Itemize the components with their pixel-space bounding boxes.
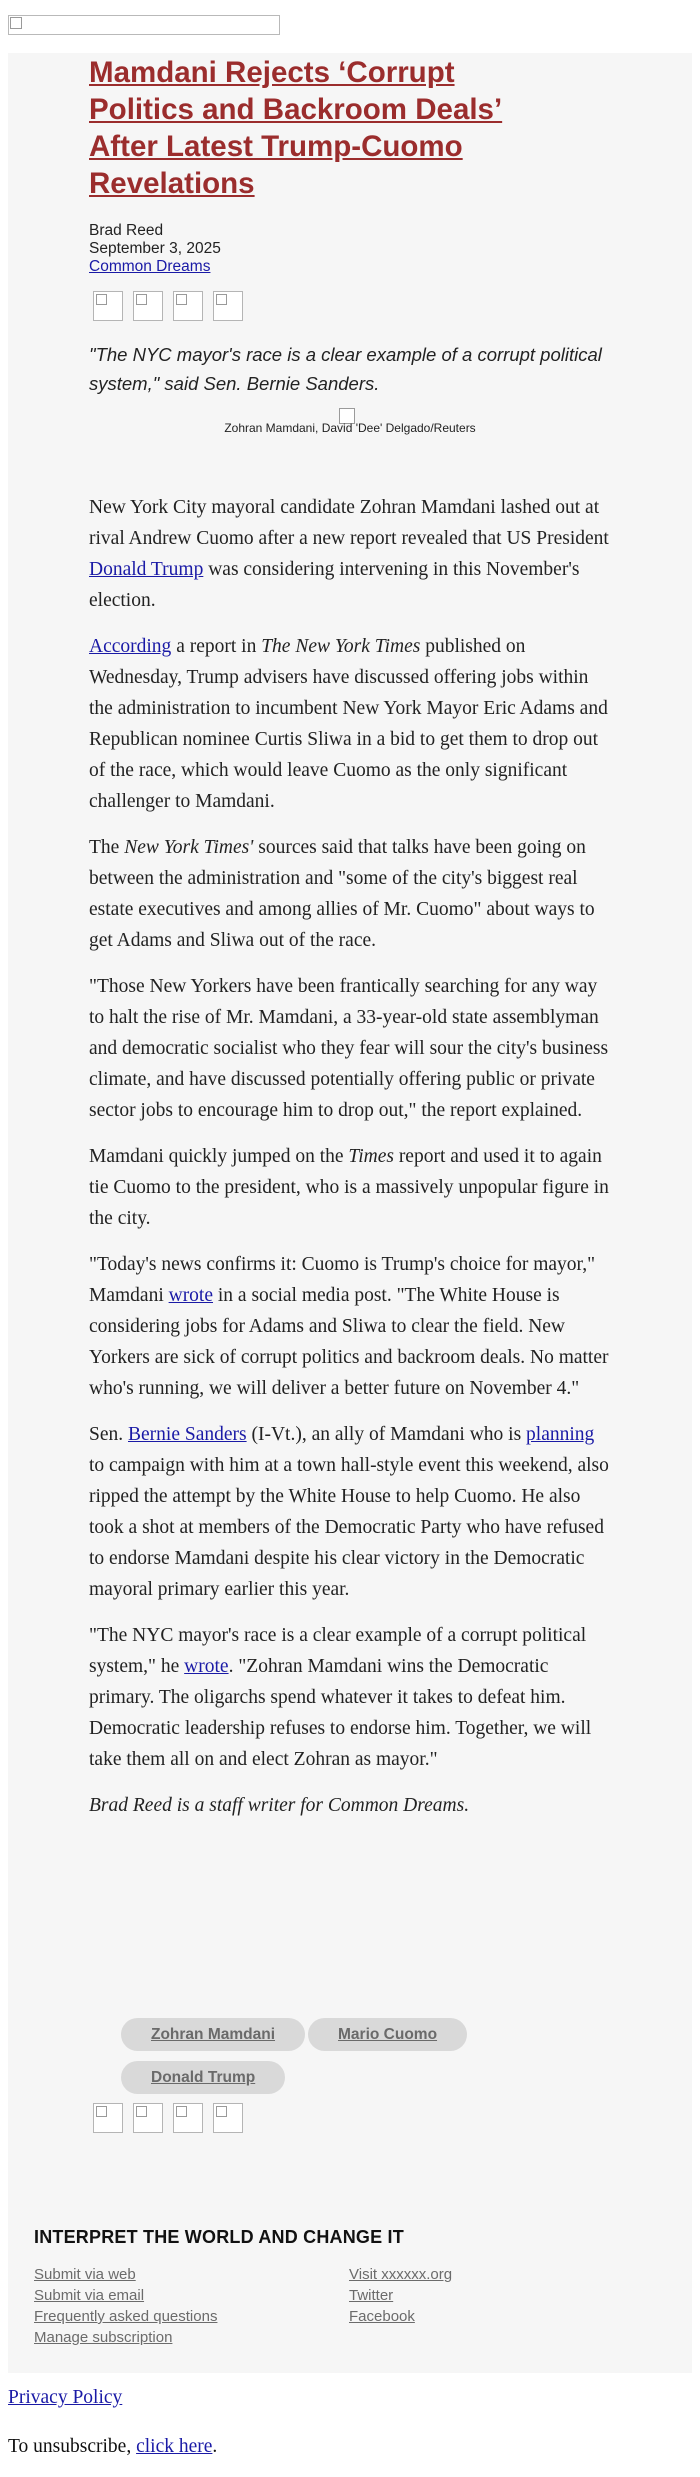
link-according[interactable]: According [89, 636, 172, 657]
footer-link-facebook[interactable]: Facebook [349, 2308, 415, 2325]
article-body [89, 492, 609, 1836]
unsubscribe-line: To unsubscribe, click here. [8, 2436, 218, 2457]
link-bernie-sanders[interactable]: Bernie Sanders [128, 1424, 247, 1445]
tag-donald-trump[interactable]: Donald Trump [121, 2061, 285, 2094]
share-icon[interactable] [93, 291, 123, 321]
share-icons-top [93, 291, 243, 321]
paragraph: "Today's news confirms it: Cuomo is Trump's choice for mayor," Mamdani wrote in a social media post. "The White House is considering jobs for Adams and Sliwa to clear the field. New Yorkers are sick of corrupt politics and backroom deals. No matter who's running, we will deliver a better future on November 4." [89, 1254, 609, 1399]
privacy-policy-link[interactable]: Privacy Policy [8, 2387, 123, 2408]
paragraph: Mamdani quickly jumped on the Times report and used it to again tie Cuomo to the president, who is a massively unpopular figure in the city. [89, 1146, 609, 1229]
publish-date: September 3, 2025 [89, 240, 221, 257]
article-headline[interactable]: Mamdani Rejects ‘Corrupt Politics and Backroom Deals’ After Latest Trump-Cuomo Revelations [89, 56, 503, 200]
share-icon[interactable] [173, 2103, 203, 2133]
tag-zohran-mamdani[interactable]: Zohran Mamdani [121, 2018, 305, 2051]
paragraph: New York City mayoral candidate Zohran Mamdani lashed out at rival Andrew Cuomo after a new report revealed that US President Donald Trump was considering intervening in this November's election. [89, 497, 609, 611]
author-bio: Brad Reed is a staff writer for Common Dreams. [89, 1795, 470, 1816]
link-wrote[interactable]: wrote [168, 1285, 214, 1306]
image-caption: Zohran Mamdani, David 'Dee' Delgado/Reuters [224, 421, 476, 435]
link-planning[interactable]: planning [526, 1424, 595, 1445]
share-icons-bottom [93, 2103, 243, 2133]
link-wrote-sanders[interactable]: wrote [184, 1656, 229, 1677]
link-donald-trump[interactable]: Donald Trump [89, 559, 204, 580]
paragraph: According a report in The New York Times published on Wednesday, Trump advisers have discussed offering jobs within the administration to incumbent New York Mayor Eric Adams and Republican nominee Curtis Sliwa in a bid to get them to drop out of the race, which would leave Cuomo as the only significant challenger to Mamdani. [89, 636, 608, 812]
footer-links-right [349, 2264, 452, 2327]
share-icon[interactable] [173, 291, 203, 321]
paragraph: "Those New Yorkers have been frantically searching for any way to halt the rise of Mr. Mamdani, a 33-year-old state assemblyman and democratic socialist who they fear will sour the city's business climate, and have discussed potentially offering public or private sector jobs to encourage him to drop out," the report explained. [89, 976, 609, 1121]
footer-link-visit-site[interactable]: Visit xxxxxx.org [349, 2266, 453, 2283]
paragraph: Sen. Bernie Sanders (I-Vt.), an ally of Mamdani who is planning to campaign with him at a town hall-style event this weekend, also ripped the attempt by the White House to help Cuomo. He also took a shot at members of the Democratic Party who have refused to endorse Mamdani despite his clear victory in the Democratic mayoral primary earlier this year. [89, 1424, 609, 1600]
footer-link-faq[interactable]: Frequently asked questions [34, 2308, 218, 2325]
share-icon[interactable] [213, 291, 243, 321]
author-name: Brad Reed [89, 222, 164, 239]
footer-title: INTERPRET THE WORLD AND CHANGE IT [34, 2227, 404, 2247]
byline [89, 222, 221, 276]
article-dek: "The NYC mayor's race is a clear example of a corrupt political system," said Sen. Bernie Sanders. [89, 344, 602, 394]
paragraph: "The NYC mayor's race is a clear example of a corrupt political system," he wrote. "Zohran Mamdani wins the Democratic primary. The oligarchs spend whatever it takes to defeat him. Democratic leadership refuses to endorse him. Together, we will take them all on and elect Zohran as mayor." [89, 1625, 592, 1770]
share-icon[interactable] [133, 2103, 163, 2133]
footer-links-left [34, 2264, 217, 2348]
share-icon[interactable] [213, 2103, 243, 2133]
logo-image [8, 15, 280, 35]
footer-link-twitter[interactable]: Twitter [349, 2287, 394, 2304]
tag-mario-cuomo[interactable]: Mario Cuomo [308, 2018, 467, 2051]
footer-link-submit-web[interactable]: Submit via web [34, 2266, 136, 2283]
footer-link-submit-email[interactable]: Submit via email [34, 2287, 145, 2304]
unsubscribe-link[interactable]: click here [136, 2436, 213, 2457]
tag-list [121, 2018, 521, 2094]
footer-link-manage-subscription[interactable]: Manage subscription [34, 2329, 173, 2346]
source-link[interactable]: Common Dreams [89, 258, 211, 275]
share-icon[interactable] [133, 291, 163, 321]
share-icon[interactable] [93, 2103, 123, 2133]
paragraph: The New York Times' sources said that talks have been going on between the administration and "some of the city's biggest real estate executives and among allies of Mr. Cuomo" about ways to get Adams and Sliwa out of the race. [89, 837, 595, 951]
